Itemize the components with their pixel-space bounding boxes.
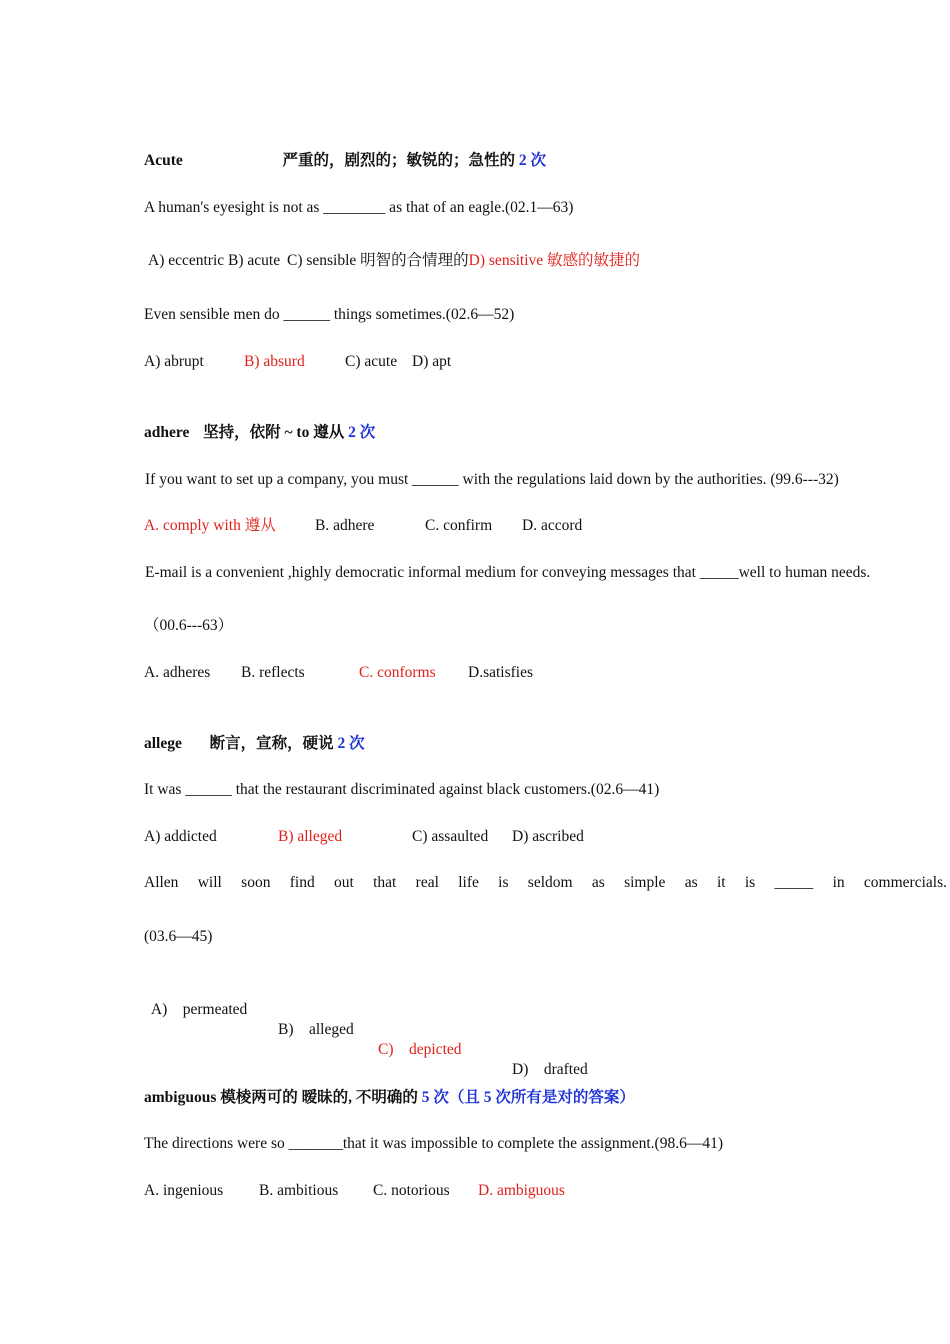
option-c: C) acute	[345, 353, 398, 370]
question-text: If you want to set up a company, you must ______ with the regulations laid down by the authorities. (99.6---32)	[145, 471, 839, 488]
entry-heading	[144, 734, 365, 754]
definition: 坚持，依附 ~ to 遵从	[203, 424, 345, 441]
option-c: C) sensible 明智的合情理的	[286, 252, 469, 269]
question-word: that	[373, 874, 397, 891]
question-text: It was ______ that the restaurant discriminated against black customers.(02.6—41)	[144, 781, 660, 798]
option-b: B) acute	[228, 252, 281, 269]
question-source: （00.6---63）	[144, 617, 234, 634]
answer-options	[144, 516, 583, 536]
question-word: commercials.	[863, 874, 947, 891]
question-text: The directions were so _______that it was impossible to complete the assignment.(98.6—41)	[144, 1135, 723, 1152]
headword: ambiguous	[144, 1089, 217, 1106]
answer-options	[144, 827, 584, 847]
definition: 断言，宣称，硬说	[209, 735, 334, 752]
option-d: D. accord	[522, 517, 583, 534]
question-word: it	[716, 874, 726, 891]
question-word: as	[591, 874, 605, 891]
option-a: A) addicted	[144, 828, 217, 845]
question-word: soon	[241, 874, 271, 891]
frequency-count: 2 次	[337, 735, 365, 752]
option-b: B. ambitious	[259, 1182, 339, 1199]
question-word: simple	[624, 874, 666, 891]
option-b: B. adhere	[315, 517, 375, 534]
answer-options	[144, 1181, 565, 1201]
question-word: in	[832, 874, 845, 891]
option-c-correct: C) depicted	[378, 1041, 462, 1058]
entry-heading	[144, 1088, 635, 1108]
option-d-correct: D. ambiguous	[478, 1182, 565, 1199]
frequency-count: 2 次	[348, 424, 376, 441]
question-word: will	[197, 874, 222, 891]
entry-heading	[144, 423, 375, 443]
question-word: seldom	[527, 874, 573, 891]
question-word: out	[334, 874, 354, 891]
option-a: A. ingenious	[144, 1182, 224, 1199]
option-d: D) ascribed	[512, 828, 584, 845]
option-c-correct: C. conforms	[359, 664, 436, 681]
question-text: A human's eyesight is not as ________ as that of an eagle.(02.1—63)	[144, 199, 574, 216]
option-a-correct: A. comply with 遵从	[144, 517, 276, 534]
headword: adhere	[144, 424, 190, 441]
answer-options	[144, 980, 588, 1080]
entry-heading	[144, 151, 546, 171]
option-d: D) drafted	[512, 1061, 588, 1078]
question-word: life	[458, 874, 479, 891]
question-word: Allen	[144, 874, 179, 891]
answer-options	[144, 352, 452, 372]
definition: 严重的，剧烈的；敏锐的；急性的	[282, 152, 516, 169]
frequency-count: 2 次	[518, 152, 547, 169]
option-c: C) assaulted	[412, 828, 489, 845]
headword: allege	[144, 735, 182, 752]
option-a: A) permeated	[150, 1001, 248, 1018]
option-a: A) eccentric	[148, 252, 225, 269]
frequency-count: 5 次（且 5 次所有是对的答案）	[421, 1089, 635, 1106]
question-word: _____	[774, 874, 814, 891]
question-word: real	[415, 874, 439, 891]
answer-options	[148, 251, 640, 271]
option-b: B) alleged	[278, 1021, 354, 1038]
option-b: B. reflects	[241, 664, 305, 681]
option-b-correct: B) alleged	[278, 828, 343, 845]
option-d: D) apt	[412, 353, 452, 370]
option-d-correct: D) sensitive 敏感的敏捷的	[468, 252, 641, 269]
question-word: is	[498, 874, 509, 891]
option-c: C. confirm	[425, 517, 493, 534]
question-word: find	[289, 874, 315, 891]
option-a: A. adheres	[144, 664, 211, 681]
answer-options	[144, 663, 534, 683]
justified-question-text	[144, 873, 947, 893]
question-word: as	[684, 874, 698, 891]
option-a: A) abrupt	[144, 353, 204, 370]
headword: Acute	[144, 152, 183, 169]
option-d: D.satisfies	[468, 664, 534, 681]
question-text: Even sensible men do ______ things sometimes.(02.6—52)	[144, 306, 515, 323]
definition: 模棱两可的 暧昧的, 不明确的	[220, 1089, 418, 1106]
option-c: C. notorious	[373, 1182, 450, 1199]
option-b-correct: B) absurd	[244, 353, 305, 370]
question-source: (03.6—45)	[144, 928, 213, 945]
question-word: is	[744, 874, 756, 891]
question-text: E-mail is a convenient ,highly democratic informal medium for conveying messages that _____well to human needs.	[145, 564, 871, 581]
